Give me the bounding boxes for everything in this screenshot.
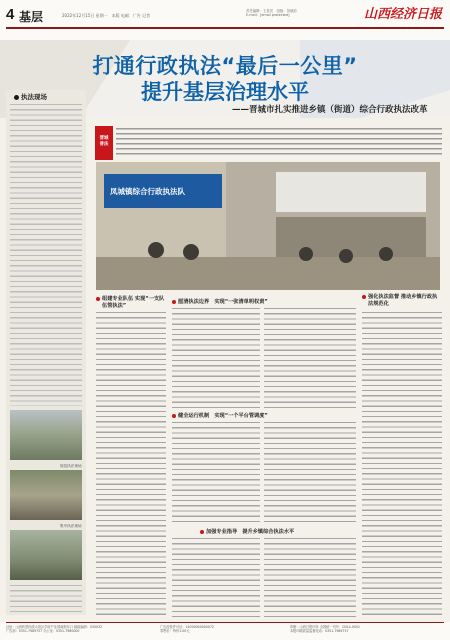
left-column-text [10, 104, 82, 406]
section-heading-4: 健全运行机制 实现“一个平台管调度” [172, 412, 268, 419]
main-photo [96, 162, 440, 290]
section-heading-2: 厘清执法边界 实现“一张清单明权责” [172, 298, 268, 305]
page-number: 4 [6, 6, 15, 23]
editor-contact: 责任编辑：王显亮 组版：刘晓彩 E-mail：[email protected] [246, 9, 297, 18]
bullet-icon [96, 297, 100, 301]
section-heading-1: 组建专业队伍 实现“一支队伍管执法” [96, 296, 168, 309]
bullet-icon [172, 414, 176, 418]
section-tag: 晋城 普法 [95, 126, 113, 160]
left-photo-2 [10, 470, 82, 520]
office-sign: 凤城镇综合行政执法队 [110, 187, 185, 196]
section-5b-text [264, 538, 356, 618]
headline-line2: 提升基层治理水平 [141, 80, 309, 104]
intro-text [116, 128, 442, 158]
section-5-text [172, 538, 260, 618]
section-2-text [172, 308, 260, 408]
section-heading-5: 加强专业指导 提升乡镇综合执法水平 [200, 528, 294, 535]
headline-subtitle: ——晋城市扎实推进乡镇（街道）综合行政执法改革 [232, 105, 428, 115]
header-rule [6, 27, 444, 29]
column-heading: 执法现场 [14, 92, 47, 101]
section-heading-3: 强化执法监督 推动乡镇行政执法规范化 [362, 294, 440, 307]
bullet-icon [200, 530, 204, 534]
bullet-icon [172, 300, 176, 304]
section-4-text [172, 422, 260, 522]
headline-line1: 打通行政执法“最后一公里” [92, 54, 358, 78]
section-3-text [362, 312, 442, 617]
date-line: 2022年12月15日 星期一 本版 电邮：广告 记者 [62, 13, 151, 18]
section-4b-text [264, 422, 356, 522]
left-photo-3 [10, 530, 82, 580]
bullet-icon [14, 95, 19, 100]
footer-printing: 印刷：山西日报印务 全国统一刊号：CN14-0052 本报印刷质量监督电话：0351-7989757 [290, 625, 360, 634]
footer-rule [6, 622, 444, 623]
footer-license: 广告经营许可证：14000040000072 零售价：每份1.00元 [160, 625, 214, 634]
left-column-text-lower [10, 585, 82, 615]
left-photo-2-caption: 集中执法现场 [60, 524, 82, 528]
left-photo-1-caption: 规范执法现场 [60, 464, 82, 468]
bullet-icon [362, 295, 366, 299]
section-title: 基层 [19, 10, 44, 24]
footer-address: 社址：山西转型综改示范区学府产业园南街东口 邮政编码：030032 广告部：0351-7989757 办公室：0351-7980000 [6, 625, 103, 634]
newspaper-logo: 山西经济日报 [364, 7, 443, 22]
left-photo-1 [10, 410, 82, 460]
section-1-text [96, 312, 166, 617]
main-photo-scene [96, 162, 440, 290]
section-2b-text [264, 308, 356, 408]
